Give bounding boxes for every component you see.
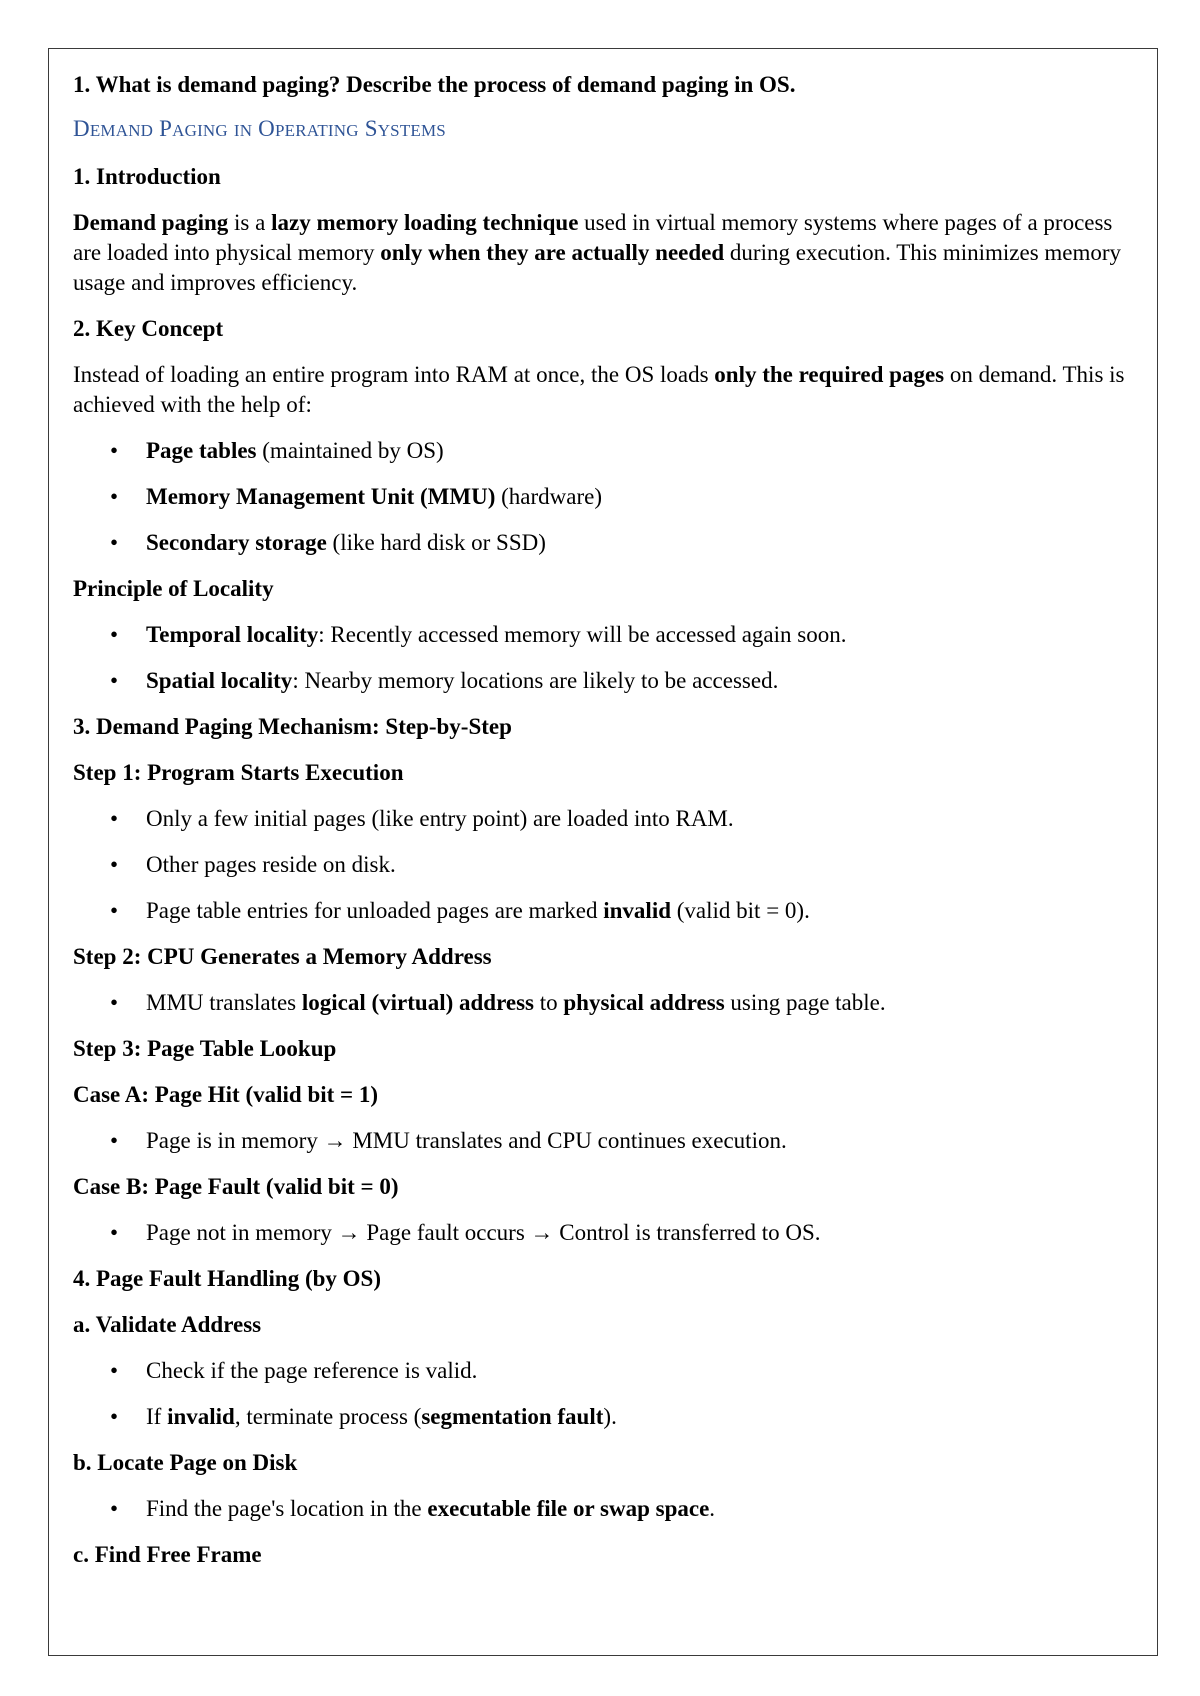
list-item: • Check if the page reference is valid. [73,1356,1133,1386]
document-subtitle [73,114,1133,146]
document-body [73,70,1133,1586]
list-item: • Other pages reside on disk. [73,850,1133,880]
list-item: • MMU translates logical (virtual) address to physical address using page table. [73,988,1133,1018]
subtitle-small-caps: IN [233,121,253,140]
list-item: • If invalid, terminate process (segmentation fault). [73,1402,1133,1432]
subtitle-cap: S [364,116,378,141]
subtitle-small-caps: EMAND [89,121,154,140]
section-heading-fault-handling: 4. Page Fault Handling (by OS) [73,1266,381,1291]
section-heading-key-concept: 2. Key Concept [73,316,224,341]
subtitle-cap: O [258,116,275,141]
key-concept-list [73,436,1133,558]
step-2-list [73,988,1133,1018]
subtitle-cap: P [159,116,173,141]
subtitle-cap: D [73,116,90,141]
list-item: • Page is in memory → MMU translates and CPU continues execution. [73,1126,1133,1156]
list-item: • Secondary storage (like hard disk or SSD) [73,528,1133,558]
substep-b-list [73,1494,1133,1524]
case-a-heading: Case A: Page Hit (valid bit = 1) [73,1082,379,1107]
list-item: • Page tables (maintained by OS) [73,436,1133,466]
subtitle-small-caps: YSTEMS [377,121,446,140]
step-1-list [73,804,1133,926]
list-item: • Page not in memory → Page fault occurs → Control is transferred to OS. [73,1218,1133,1248]
introduction-paragraph: Demand paging is a lazy memory loading technique used in virtual memory systems where pages of a process are loaded into physical memory only when they are actually needed during execution. This minimizes memory usage and improves efficiency. [73,210,1122,295]
section-heading-mechanism: 3. Demand Paging Mechanism: Step-by-Step [73,714,512,739]
locality-list [73,620,1133,696]
list-item: • Spatial locality: Nearby memory locations are likely to be accessed. [73,666,1133,696]
step-2-heading: Step 2: CPU Generates a Memory Address [73,944,492,969]
question-title: 1. What is demand paging? Describe the process of demand paging in OS. [73,72,796,97]
section-heading-introduction: 1. Introduction [73,164,221,189]
section-heading-locality: Principle of Locality [73,576,274,601]
list-item: • Only a few initial pages (like entry point) are loaded into RAM. [73,804,1133,834]
list-item: • Find the page's location in the executable file or swap space. [73,1494,1133,1524]
subtitle-small-caps: PERATING [274,121,359,140]
case-a-list [73,1126,1133,1156]
substep-a-heading: a. Validate Address [73,1312,262,1337]
list-item: • Page table entries for unloaded pages are marked invalid (valid bit = 0). [73,896,1133,926]
step-1-heading: Step 1: Program Starts Execution [73,760,404,785]
case-b-heading: Case B: Page Fault (valid bit = 0) [73,1174,399,1199]
key-concept-paragraph: Instead of loading an entire program into RAM at once, the OS loads only the required pages on demand. This is achieved with the help of: [73,362,1125,417]
case-b-list [73,1218,1133,1248]
substep-b-heading: b. Locate Page on Disk [73,1450,298,1475]
list-item: • Memory Management Unit (MMU) (hardware) [73,482,1133,512]
list-item: • Temporal locality: Recently accessed memory will be accessed again soon. [73,620,1133,650]
substep-c-heading: c. Find Free Frame [73,1542,262,1567]
subtitle-small-caps: AGING [172,121,228,140]
substep-a-list [73,1356,1133,1432]
step-3-heading: Step 3: Page Table Lookup [73,1036,337,1061]
